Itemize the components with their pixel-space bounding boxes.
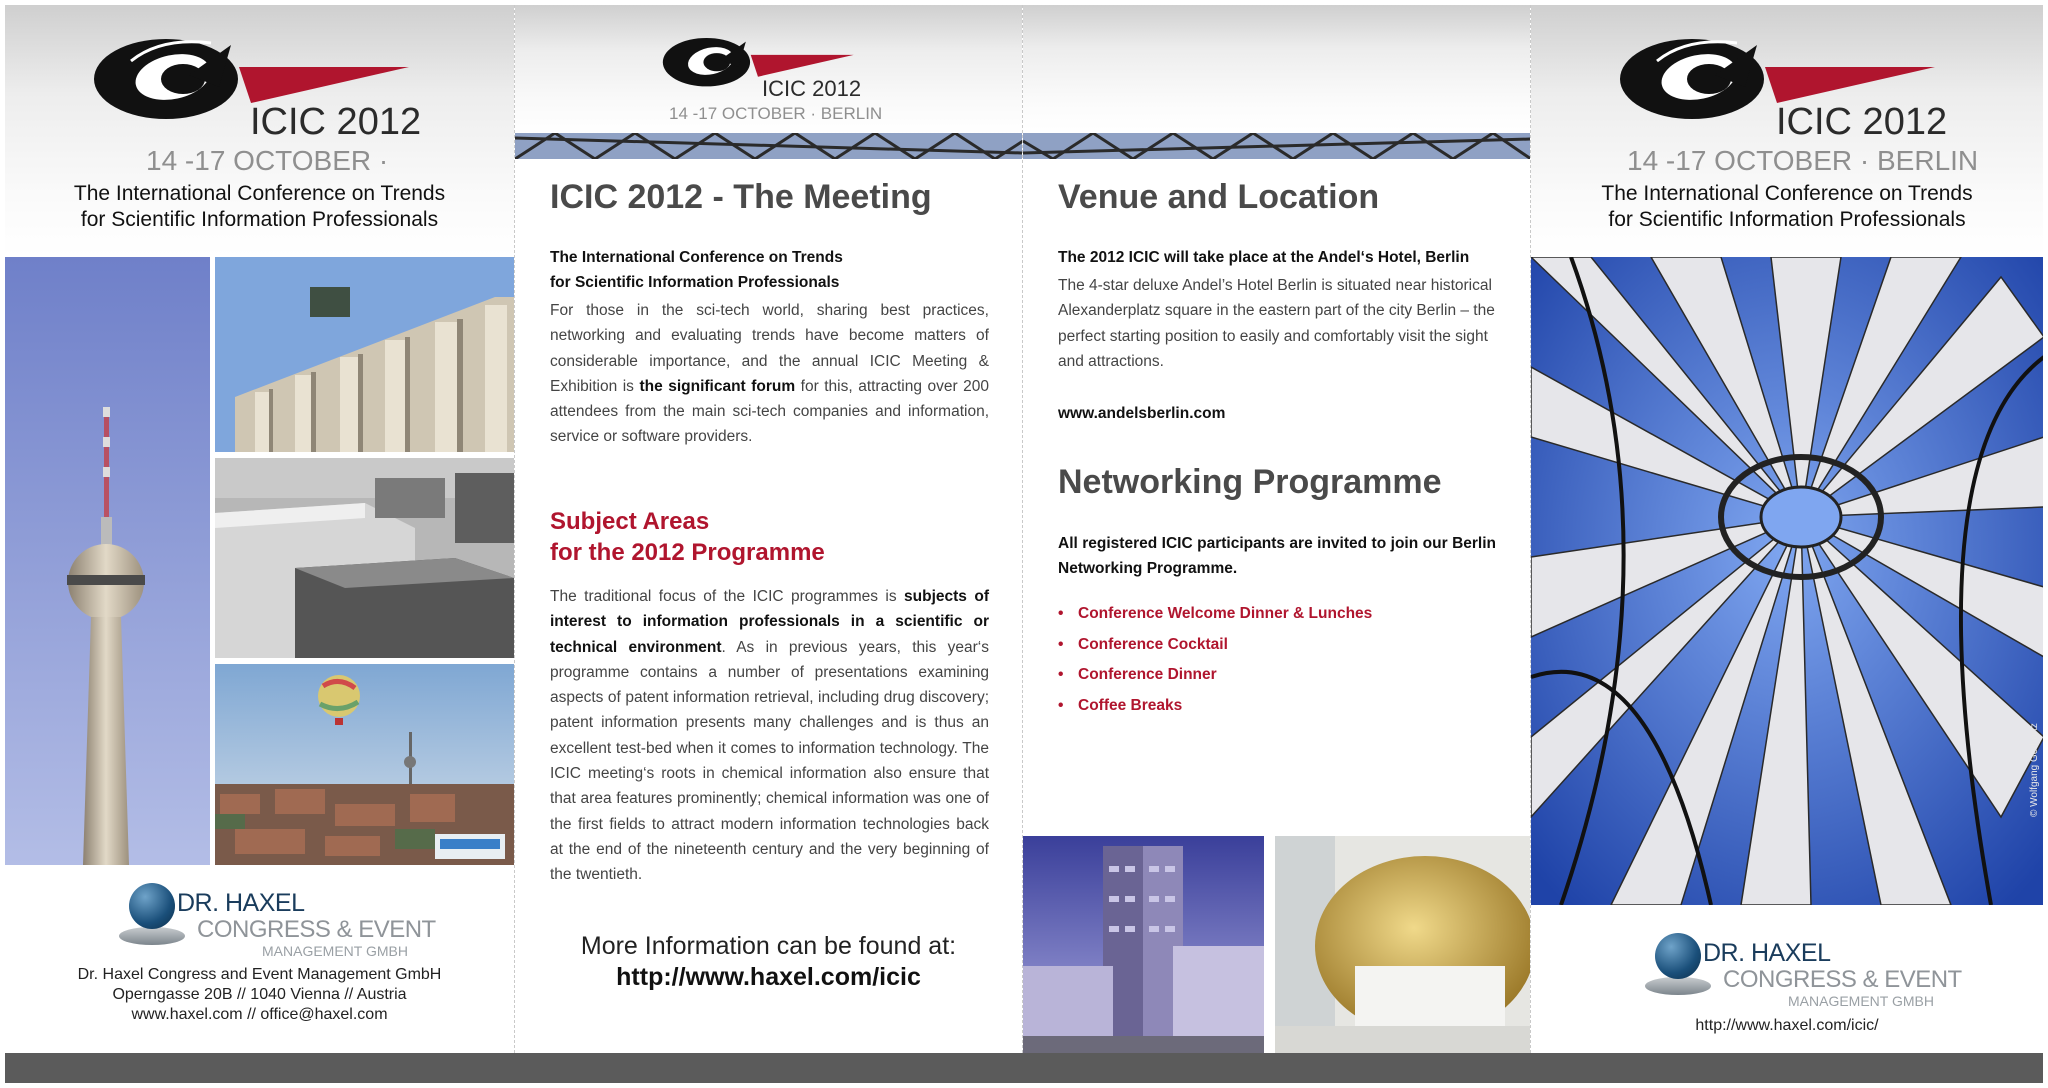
meeting-title: ICIC 2012 - The Meeting [550,178,932,216]
more-info [515,931,1022,993]
footer-bar [5,1053,2043,1083]
list-item: • Conference Welcome Dinner & Lunches [1058,599,1498,630]
haxel-line-2: CONGRESS & EVENT [197,916,436,943]
brandenburg-gate-photo [215,257,514,452]
subject-heading-line-1: Subject Areas [550,508,710,535]
hotel-lobby-photo [1275,836,1530,1053]
logo-base-icon [119,927,185,945]
meeting-lead [550,245,990,295]
photo-credit: © Wolfgang Gerhartz [2029,723,2040,817]
panel-contact [5,5,514,1053]
city-balloon-photo [215,664,514,865]
subject-body [550,584,989,888]
sony-center-roof-photo [1531,257,2043,905]
venue-website-link[interactable]: www.andelsberlin.com [1058,405,1226,422]
tagline-line-2: for Scientific Information Professionals [1608,208,1966,231]
memorial-photo [215,458,514,658]
conference-tagline [1531,181,2043,233]
event-name: ICIC 2012 [1776,101,1948,143]
event-dates: 14 -17 OCTOBER · BERLIN [1627,145,1979,176]
panel-venue [1022,5,1530,1053]
subject-text: The traditional focus of the ICIC programmes is [550,588,905,605]
lead-line-1: The International Conference on Trends [550,249,843,266]
hotel-exterior-photo [1023,836,1264,1053]
panel-meeting [514,5,1022,1053]
venue-lead: The 2012 ICIC will take place at the Andel‘s Hotel, Berlin [1058,249,1470,266]
intro-text-end: for this, attracting over 200 attendees from the main sci-tech companies and information, service or software providers. [550,377,989,446]
address-line-3[interactable]: www.haxel.com // office@haxel.com [131,1006,388,1023]
networking-title: Networking Programme [1058,463,1442,501]
haxel-line-1: DR. HAXEL [177,889,305,917]
event-dates: 14 -17 OCTOBER · BERLIN [669,104,883,123]
haxel-line-2: CONGRESS & EVENT [1723,966,1962,993]
list-item: • Coffee Breaks [1058,691,1498,722]
list-item: • Conference Cocktail [1058,630,1498,661]
tagline-line-1: The International Conference on Trends [73,182,446,205]
subject-heading-line-2: for the 2012 Programme [550,539,825,566]
globe-icon [1655,933,1701,979]
meeting-intro [550,298,989,450]
event-name: ICIC 2012 [250,101,422,143]
panel-cover [1530,5,2043,1053]
subject-highlight: subjects of interest to information professionals in a scientific or technical environment [550,588,989,656]
subject-heading [550,506,825,568]
website-link[interactable]: http://www.haxel.com/icic/ [1695,1017,1879,1034]
tagline-line-1: The International Conference on Trends [1601,182,1973,205]
address-line-2: Operngasse 20B // 1040 Vienna // Austria [112,986,407,1003]
networking-list [1058,599,1498,721]
more-info-label: More Information can be found at: [580,932,957,960]
event-dates: 14 -17 OCTOBER · [146,145,389,176]
event-name: ICIC 2012 [762,76,862,101]
roof-strip-photo [515,133,1022,159]
venue-title: Venue and Location [1058,178,1380,216]
intro-text: For those in the sci-tech world, sharing best practices, networking and evaluating trends have become matters of considerable importance, and the annual ICIC Meeting & Exhibition is [550,302,989,395]
list-item: • Conference Dinner [1058,660,1498,691]
haxel-line-3: MANAGEMENT GMBH [1788,993,1934,1009]
networking-lead: All registered ICIC participants are invited to join our Berlin Networking Programme. [1058,535,1496,578]
haxel-logo [115,881,436,961]
tv-tower-photo [5,257,210,865]
tagline-line-2: for Scientific Information Professionals [80,208,439,231]
logo-base-icon [1645,977,1711,995]
venue-body: The 4-star deluxe Andel’s Hotel Berlin is situated near historical Alexanderplatz square in the eastern part of the city Berlin – the perfect starting position to easily and comfortably visit the sight and attractions. [1058,277,1495,370]
subject-text-end: . As in previous years, this year‘s programme contains a number of presentations examining aspects of patent information retrieval, including drug discovery; patent information presents many challenges and is thus an excellent test-bed when it comes to information technology. The ICIC meeting‘s roots in chemical information also ensure that that area features prominently; chemical information was one of the first fields to attract modern information technologies back at the end of the nineteenth century and the very beginning of the twentieth. [550,638,989,884]
company-address [5,965,514,1025]
haxel-logo [1641,931,1962,1011]
conference-tagline [5,181,514,233]
intro-highlight: the significant forum [639,377,796,395]
haxel-line-1: DR. HAXEL [1703,939,1831,967]
haxel-line-3: MANAGEMENT GMBH [262,943,408,959]
header-gradient [1023,5,1530,130]
globe-icon [129,883,175,929]
address-line-1: Dr. Haxel Congress and Event Management GmbH [77,966,442,983]
lead-line-2: for Scientific Information Professionals [550,274,840,291]
more-info-link[interactable]: http://www.haxel.com/icic [616,963,921,991]
roof-strip-photo [1023,133,1530,159]
